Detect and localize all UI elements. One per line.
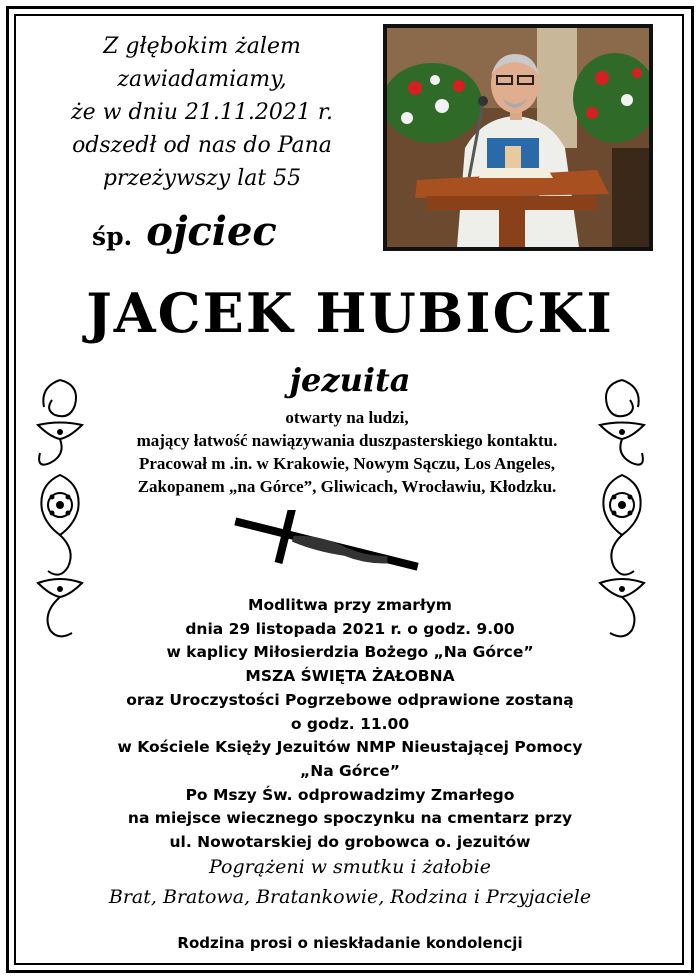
intro-line: Z głębokim żalem <box>103 34 301 59</box>
crucifix-icon <box>228 510 424 582</box>
intro-line: zawiadamiamy, <box>117 67 287 92</box>
announcement-intro <box>22 30 382 195</box>
deceased-prefix: śp. <box>92 222 133 251</box>
ceremony-line: o godz. 11.00 <box>290 714 410 733</box>
bio-line: mający łatwość nawiązywania duszpasterskiego kontaktu. <box>136 431 558 450</box>
intro-line: odszedł od nas do Pana <box>72 133 332 158</box>
condolence-request: Rodzina prosi o nieskładanie kondolencji <box>177 934 523 952</box>
ceremony-line: dnia 29 listopada 2021 r. o godz. 9.00 <box>185 619 515 638</box>
mourners <box>40 852 660 912</box>
mourners-line: Brat, Bratowa, Bratankowie, Rodzina i Przyjaciele <box>108 886 592 908</box>
deceased-name: JACEK HUBICKI <box>86 281 614 345</box>
mourners-line: Pogrążeni w smutku i żałobie <box>209 856 491 878</box>
ceremony-line: ul. Nowotarskiej do grobowca o. jezuitów <box>169 833 531 852</box>
ceremony-line: w Kościele Księży Jezuitów NMP Nieustającej Pomocy <box>117 738 583 757</box>
ceremony-line: MSZA ŚWIĘTA ŻAŁOBNA <box>245 667 455 686</box>
ceremony-line: „Na Górce” <box>300 761 400 780</box>
portrait-photo <box>383 24 653 251</box>
ceremony-line: Po Mszy Św. odprowadzimy Zmarłego <box>185 785 515 804</box>
deceased-title-line <box>92 208 392 255</box>
religious-order: jezuita <box>289 361 411 399</box>
biography <box>92 406 602 498</box>
ceremony-line: na miejsce wiecznego spoczynku na cmentarz przy <box>127 809 573 828</box>
ceremony-line: oraz Uroczystości Pogrzebowe odprawione zostaną <box>126 690 574 709</box>
bio-line: Pracował m .in. w Krakowie, Nowym Sączu, Los Angeles, <box>138 454 555 473</box>
bio-line: Zakopanem „na Górce”, Gliwicach, Wrocławiu, Kłodzku. <box>137 477 557 496</box>
funeral-ceremony-details <box>40 594 660 855</box>
bio-line: otwarty na ludzi, <box>285 408 409 427</box>
ceremony-line: w kaplicy Miłosierdzia Bożego „Na Górce” <box>166 643 534 662</box>
intro-line: że w dniu 21.11.2021 r. <box>71 100 333 125</box>
ceremony-line: Modlitwa przy zmarłym <box>248 596 452 614</box>
deceased-title: ojciec <box>146 208 277 255</box>
intro-line: przeżywszy lat 55 <box>102 166 302 191</box>
